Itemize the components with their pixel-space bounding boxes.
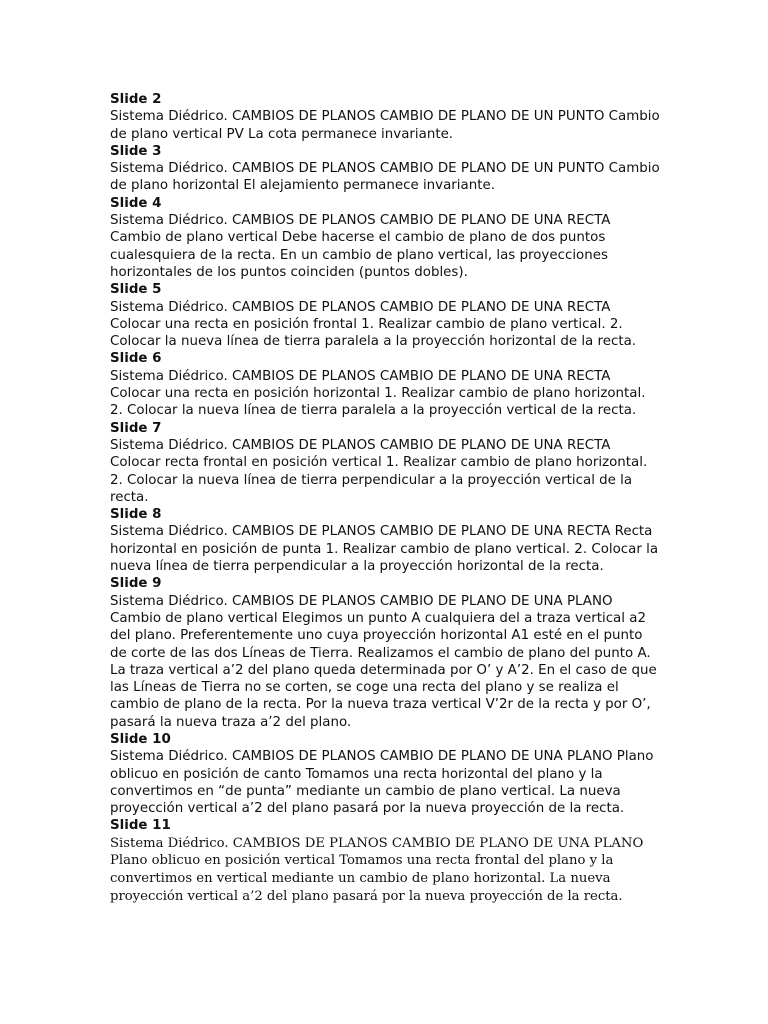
slide-section-5: [110, 281, 662, 350]
slide-text: Sistema Diédrico. CAMBIOS DE PLANOS CAMBIO DE PLANO DE UNA RECTA Recta horizontal en posición de punta 1. Realizar cambio de plano vertical. 2. Colocar la nueva línea de tierra perpendicular a la proyección horizontal de la recta.: [110, 524, 659, 575]
slide-heading: Slide 5: [110, 282, 162, 298]
slide-text: Sistema Diédrico. CAMBIOS DE PLANOS CAMBIO DE PLANO DE UNA PLANO Plano oblicuo en posición de canto Tomamos una recta horizontal del plano y la convertimos en “de punta” mediante un cambio de plano vertical. La nueva proyección vertical a’2 del plano pasará por la nueva proyección de la recta.: [110, 749, 654, 817]
slide-text: Sistema Diédrico. CAMBIOS DE PLANOS CAMBIO DE PLANO DE UN PUNTO Cambio de plano vertical PV La cota permanece invariante.: [110, 109, 660, 142]
slide-section-3: [110, 143, 662, 195]
slide-heading: Slide 4: [110, 195, 162, 211]
slide-text: Sistema Diédrico. CAMBIOS DE PLANOS CAMBIO DE PLANO DE UNA RECTA Cambio de plano vertical Debe hacerse el cambio de plano de dos puntos cualesquiera de la recta. En un cambio de plano vertical, las proyecciones horizontales de los puntos coinciden (puntos dobles).: [110, 213, 611, 280]
slide-text: Sistema Diédrico. CAMBIOS DE PLANOS CAMBIO DE PLANO DE UNA RECTA Colocar una recta en posición frontal 1. Realizar cambio de plano vertical. 2. Colocar la nueva línea de tierra paralela a la proyección horizontal de la recta.: [110, 299, 637, 350]
slide-section-10: [110, 731, 662, 817]
slide-heading: Slide 11: [110, 818, 171, 834]
slide-section-6: [110, 350, 662, 419]
slide-heading: Slide 6: [110, 351, 162, 367]
slide-section-2: [110, 91, 662, 143]
slide-heading: Slide 9: [110, 576, 162, 592]
slide-section-7: [110, 420, 662, 506]
slide-section-8: [110, 506, 662, 575]
slide-section-9: [110, 575, 662, 731]
slide-text: Sistema Diédrico. CAMBIOS DE PLANOS CAMBIO DE PLANO DE UNA PLANO Cambio de plano vertical Elegimos un punto A cualquiera del a traza vertical a2 del plano. Preferentemente uno cuya proyección horizontal A1 esté en el punto de corte de las dos Líneas de Tierra. Realizamos el cambio de plano del punto A. La traza vertical a’2 del plano queda determinada por O’ y A’2. En el caso de que las Líneas de Tierra no se corten, se coge una recta del plano y se realiza el cambio de plano de la recta. Por la nueva traza vertical V’2r de la recta y por O’, pasará la nueva traza a’2 del plano.: [110, 593, 657, 730]
slide-heading: Slide 7: [110, 420, 162, 436]
slide-heading: Slide 2: [110, 92, 162, 107]
slide-text: Sistema Diédrico. CAMBIOS DE PLANOS CAMBIO DE PLANO DE UN PUNTO Cambio de plano horizontal El alejamiento permanece invariante.: [110, 161, 660, 194]
slide-section-11: [110, 817, 662, 905]
slide-text: Sistema Diédrico. CAMBIOS DE PLANOS CAMBIO DE PLANO DE UNA RECTA Colocar recta frontal en posición vertical 1. Realizar cambio de plano horizontal. 2. Colocar la nueva línea de tierra perpendicular a la proyección vertical de la recta.: [110, 437, 648, 505]
slide-text: Sistema Diédrico. CAMBIOS DE PLANOS CAMBIO DE PLANO DE UNA RECTA Colocar una recta en posición horizontal 1. Realizar cambio de plano horizontal. 2. Colocar la nueva línea de tierra paralela a la proyección vertical de la recta.: [110, 368, 646, 419]
document-page: [110, 91, 662, 905]
slide-heading: Slide 10: [110, 731, 171, 747]
slide-heading: Slide 3: [110, 143, 162, 159]
slide-heading: Slide 8: [110, 507, 162, 523]
slide-text: Sistema Diédrico. CAMBIOS DE PLANOS CAMBIO DE PLANO DE UNA PLANO Plano oblicuo en posición vertical Tomamos una recta frontal del plano y la convertimos en vertical mediante un cambio de plano horizontal. La nueva proyección vertical a’2 del plano pasará por la nueva proyección de la recta.: [110, 835, 644, 904]
slide-section-4: [110, 195, 662, 281]
